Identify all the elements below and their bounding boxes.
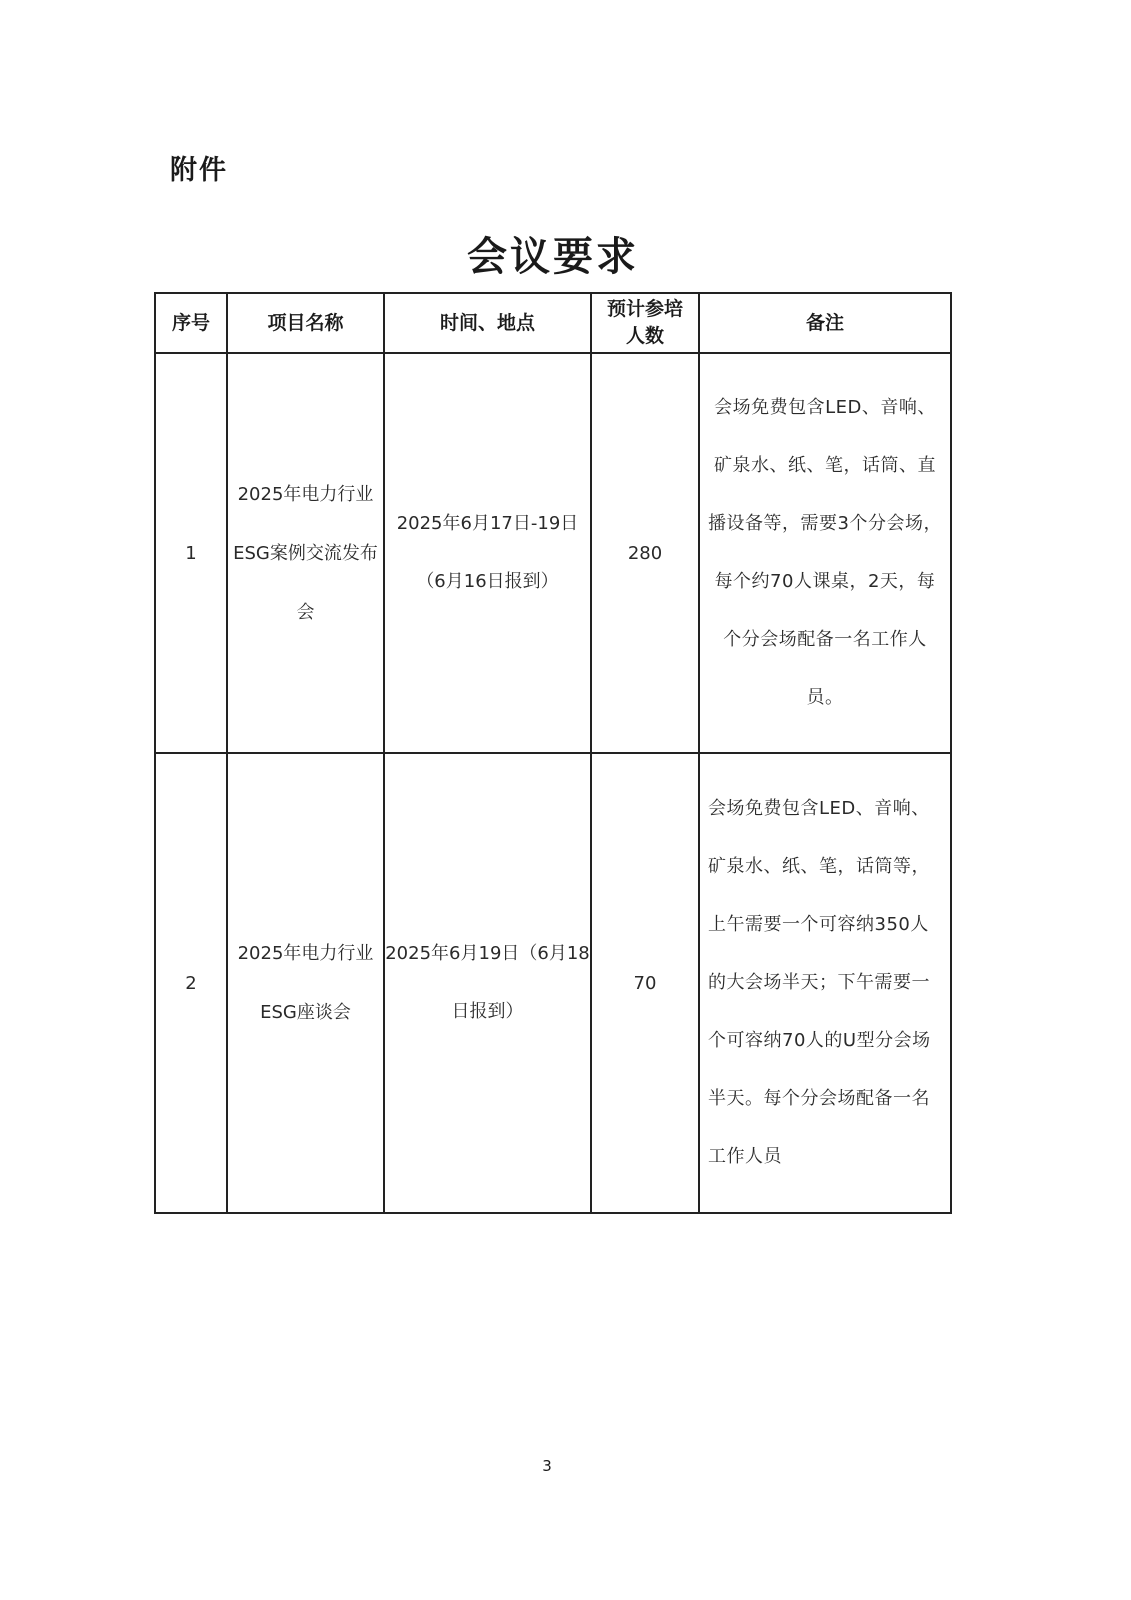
- page-number: 3: [542, 1457, 552, 1475]
- header-index: 序号: [155, 293, 227, 353]
- header-time-place: 时间、地点: [384, 293, 591, 353]
- row-notes: 会场免费包含LED、音响、矿泉水、纸、笔，话筒、直播设备等，需要3个分会场，每个约70人课桌，2天，每个分会场配备一名工作人员。: [699, 353, 951, 753]
- header-attendees: 预计参培人数: [591, 293, 699, 353]
- row-notes: 会场免费包含LED、音响、矿泉水、纸、笔，话筒等，上午需要一个可容纳350人的大会场半天；下午需要一个可容纳70人的U型分会场半天。每个分会场配备一名工作人员: [699, 753, 951, 1213]
- row-project-name: 2025年电力行业ESG座谈会: [227, 753, 384, 1213]
- table-row: [155, 353, 951, 753]
- meeting-requirements-table: [154, 292, 952, 1214]
- table-header-row: [155, 293, 951, 353]
- row-time-place: 2025年6月19日（6月18日报到）: [384, 753, 591, 1213]
- row-time-place: 2025年6月17日-19日（6月16日报到）: [384, 353, 591, 753]
- header-name: 项目名称: [227, 293, 384, 353]
- header-notes: 备注: [699, 293, 951, 353]
- row-index: 2: [155, 753, 227, 1213]
- row-attendees: 280: [591, 353, 699, 753]
- page-title: 会议要求: [467, 233, 639, 280]
- attachment-label: 附件: [170, 155, 228, 186]
- row-project-name: 2025年电力行业ESG案例交流发布会: [227, 353, 384, 753]
- row-index: 1: [155, 353, 227, 753]
- row-attendees: 70: [591, 753, 699, 1213]
- table-row: [155, 753, 951, 1213]
